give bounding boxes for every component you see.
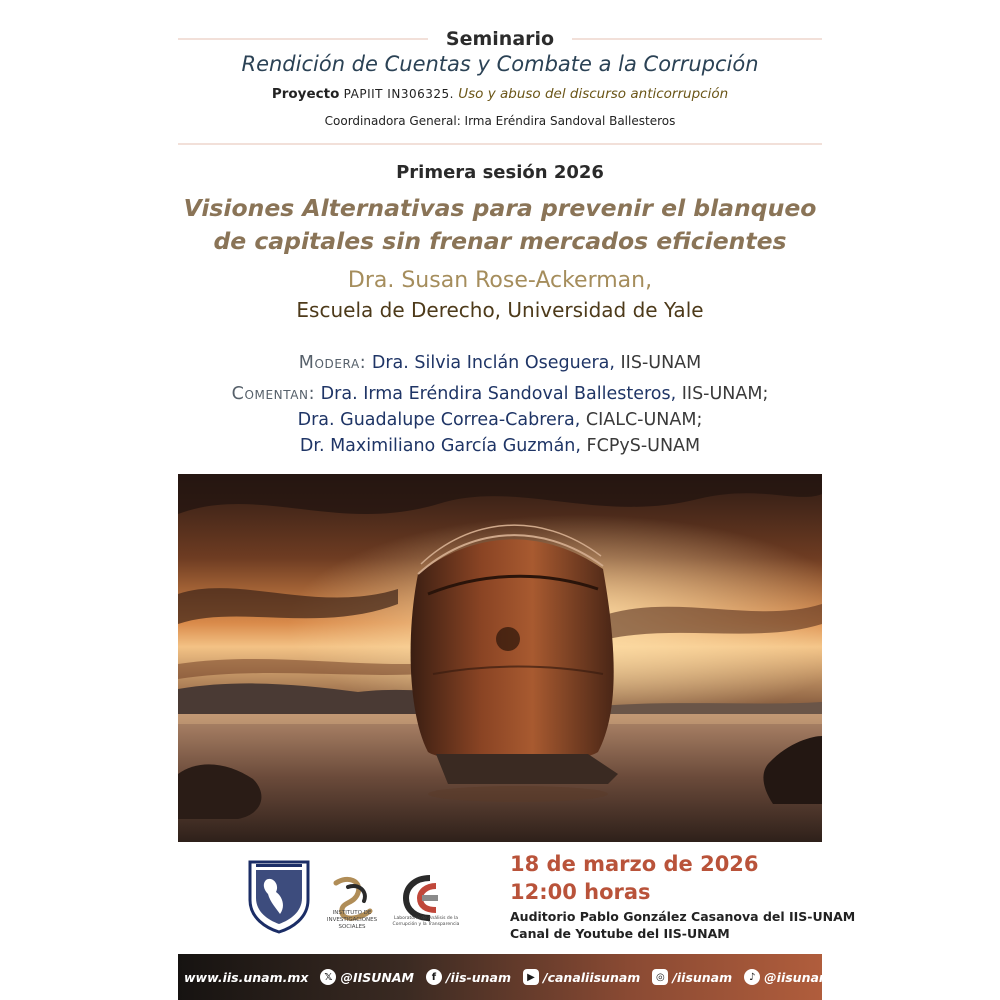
commentators-block: [0, 381, 1000, 459]
header-rule-right: [572, 38, 822, 40]
project-name: Uso y abuso del discurso anticorrupción: [458, 86, 729, 102]
commentator-name: Dr. Maximiliano García Guzmán,: [299, 436, 581, 456]
instagram-icon: ◎: [652, 969, 668, 985]
x-icon: 𝕏: [320, 969, 336, 985]
talk-title-line-2: de capitales sin frenar mercados eficientes: [213, 227, 787, 255]
social-label: /iisunam: [672, 969, 733, 985]
social-label: www.iis.unam.mx: [184, 969, 309, 985]
tiktok-icon: ♪: [744, 969, 760, 985]
session-label: Primera sesión 2026: [396, 162, 604, 183]
moderator-line: [0, 350, 1000, 376]
youtube-icon: ▶: [523, 969, 539, 985]
header-rule-left: [178, 38, 428, 40]
commentator-name: Dra. Guadalupe Correa-Cabrera,: [297, 410, 581, 430]
seminar-header: [178, 27, 822, 51]
commentator-institution: FCPyS-UNAM: [586, 436, 701, 456]
social-x-link[interactable]: [320, 969, 414, 985]
event-time: 12:00 horas: [510, 880, 651, 904]
talk-title-line-1: Visiones Alternativas para prevenir el blanqueo: [183, 194, 817, 222]
social-instagram-link[interactable]: [652, 969, 732, 985]
commentator-name: Dra. Irma Eréndira Sandoval Ballesteros,: [320, 384, 677, 404]
moderator-name: Dra. Silvia Inclán Oseguera,: [371, 353, 615, 373]
social-label: /iis-unam: [445, 969, 512, 985]
project-code: PAPIIT IN306325.: [343, 87, 454, 101]
social-tiktok-link[interactable]: [744, 969, 853, 985]
shipwreck-photo: [178, 474, 822, 842]
lab-caption: Laboratorio de Análisis de la Corrupción y la Transparencia: [392, 916, 460, 927]
commentators-role: Comentan:: [231, 384, 316, 404]
commentator-institution: CIALC-UNAM;: [585, 410, 703, 430]
speaker-affiliation: Escuela de Derecho, Universidad de Yale: [296, 298, 704, 322]
social-facebook-link[interactable]: [426, 969, 511, 985]
commentator-line: [0, 433, 1000, 459]
social-label: /canaliisunam: [543, 969, 641, 985]
header-divider: [178, 143, 822, 145]
coordinator: Coordinadora General: Irma Eréndira Sandoval Ballesteros: [324, 114, 676, 128]
commentator-line: [0, 407, 1000, 433]
project-line: [0, 86, 1000, 102]
commentator-line: [0, 381, 1000, 407]
project-label: Proyecto: [271, 86, 340, 102]
seminar-title: Rendición de Cuentas y Combate a la Corrupción: [241, 52, 759, 76]
event-venue: Auditorio Pablo González Casanova del IIS-UNAM: [510, 909, 856, 924]
moderator-role: Modera:: [298, 353, 367, 373]
event-date: 18 de marzo de 2026: [510, 852, 759, 876]
social-website-link[interactable]: [184, 970, 308, 985]
social-label: @IISUNAM: [340, 969, 414, 985]
social-bar: [178, 954, 854, 1000]
social-youtube-link[interactable]: [523, 969, 640, 985]
event-channel: Canal de Youtube del IIS-UNAM: [510, 926, 730, 941]
commentator-institution: IIS-UNAM;: [681, 384, 769, 404]
unam-shield-icon: [246, 858, 312, 934]
moderator-institution: IIS-UNAM: [620, 353, 702, 373]
talk-title: [0, 192, 1000, 258]
social-label: @iisunammx: [764, 969, 854, 985]
facebook-icon: f: [426, 969, 442, 985]
speaker-name: Dra. Susan Rose-Ackerman,: [347, 268, 653, 293]
seminar-kicker: Seminario: [445, 28, 555, 50]
iis-caption: INSTITUTO DE INVESTIGACIONES SOCIALES: [326, 910, 378, 930]
